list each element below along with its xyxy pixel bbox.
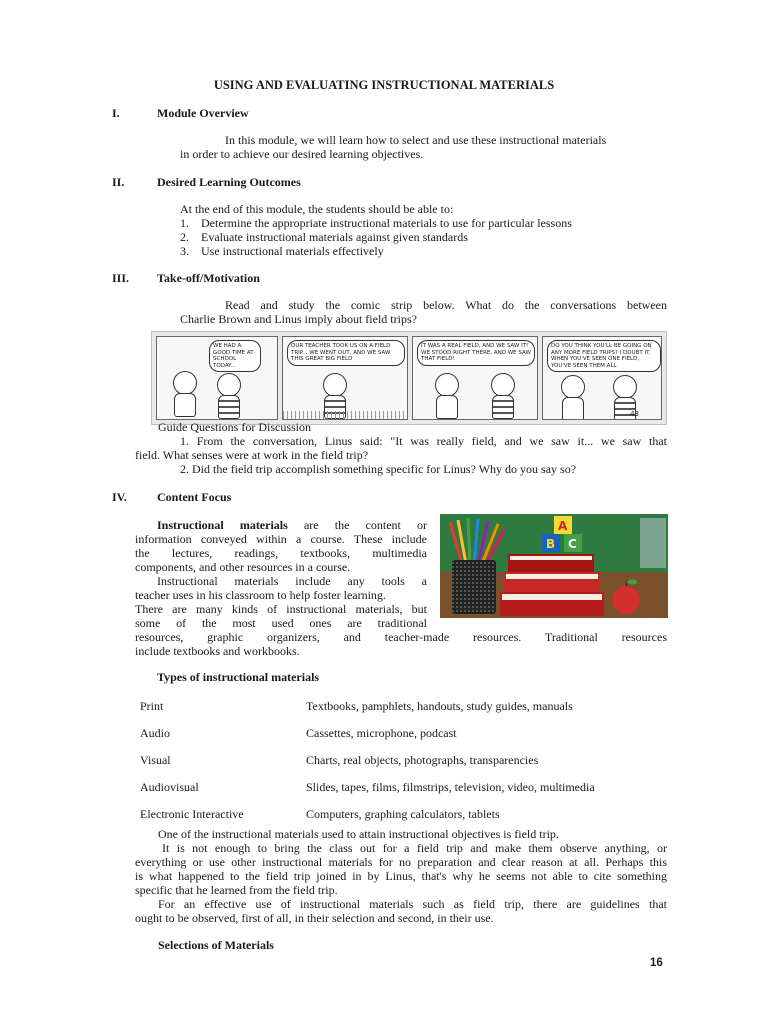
section-heading-content-focus: Content Focus [157, 490, 232, 504]
paragraph-line: ought to be observed, first of all, in their selection and second, in their use. [135, 911, 494, 925]
outcomes-intro: At the end of this module, the students should be able to: [180, 202, 454, 216]
character-body [436, 395, 458, 419]
paragraph-line: in order to achieve our desired learning objectives. [180, 147, 424, 161]
books-pencils-apple-illustration [440, 514, 668, 618]
character-body [174, 393, 196, 417]
speech-bubble: DO YOU THINK YOU'LL BE GOING ON ANY MORE FIELD TRIPS? I DOUBT IT. WHEN YOU'VE SEEN ONE FIELD, YOU'VE SEEN THEM ALL [547, 340, 661, 372]
list-item-number: 1. [180, 216, 189, 230]
section-heading-motivation: Take-off/Motivation [157, 271, 260, 285]
guide-question-1-cont: field. What senses were at work in the field trip? [135, 448, 369, 462]
term-instructional-materials: Instructional materials [157, 518, 288, 532]
type-examples: Charts, real objects, photographs, transparencies [306, 753, 539, 767]
paragraph-line: For an effective use of instructional materials such as field trip, there are guidelines that [158, 897, 667, 911]
paragraph-line: One of the instructional materials used to attain instructional objectives is field trip. [158, 827, 559, 841]
type-category: Electronic Interactive [140, 807, 244, 821]
list-item: Use instructional materials effectively [201, 244, 384, 258]
character-head [173, 371, 197, 395]
paragraph-line: There are many kinds of instructional materials, but [135, 602, 427, 616]
page-number: 16 [650, 957, 663, 969]
globe-shape [640, 518, 666, 568]
strip-number: 43 [630, 410, 639, 418]
paragraph-line: specific that he learned from the field trip. [135, 883, 338, 897]
character-head [613, 375, 637, 399]
page-title: USING AND EVALUATING INSTRUCTIONAL MATERIALS [213, 78, 555, 92]
character-body [218, 395, 240, 419]
guide-question-1: 1. From the conversation, Linus said: "It was really field, and we saw it... we saw that [180, 434, 667, 448]
paragraph-line: information conveyed within a course. These include [135, 532, 427, 546]
type-category: Audiovisual [140, 780, 199, 794]
paragraph-line [135, 518, 427, 532]
list-item-number: 2. [180, 230, 189, 244]
section-heading-learning-outcomes: Desired Learning Outcomes [157, 175, 301, 189]
classroom-photo [440, 514, 668, 618]
speech-bubble: WE HAD A GOOD TIME AT SCHOOL TODAY... [209, 340, 261, 372]
block-letter: B [546, 537, 556, 551]
section-number-3: III. [112, 271, 130, 285]
comic-panel [412, 336, 538, 420]
paragraph-text: are the content or [287, 518, 428, 532]
list-item: Determine the appropriate instructional materials to use for particular lessons [201, 216, 572, 230]
paragraph-line: the lectures, readings, textbooks, multimedia [135, 546, 427, 560]
type-examples: Cassettes, microphone, podcast [306, 726, 457, 740]
paragraph-line: everything or use other instructional materials for no preparation and clear reason at all. Perhaps this [135, 855, 667, 869]
fence-grass [283, 411, 407, 419]
character-body [562, 397, 584, 420]
paragraph-line: Read and study the comic strip below. What do the conversations between [225, 298, 667, 312]
type-examples: Computers, graphing calculators, tablets [306, 807, 500, 821]
guide-question-2: 2. Did the field trip accomplish something specific for Linus? Why do you say so? [180, 462, 577, 476]
book-stack [500, 554, 604, 616]
paragraph-line: In this module, we will learn how to select and use these instructional materials [225, 133, 607, 147]
paragraph-line: Charlie Brown and Linus imply about field trips? [180, 312, 417, 326]
paragraph-line: some of the most used ones are traditional [135, 616, 427, 630]
type-examples: Slides, tapes, films, filmstrips, television, video, multimedia [306, 780, 595, 794]
paragraph-line: Instructional materials include any tools a [157, 574, 427, 588]
speech-bubble: OUR TEACHER TOOK US ON A FIELD TRIP... WE WENT OUT, AND WE SAW THIS GREAT BIG FIELD [287, 340, 405, 366]
paragraph-line: resources, graphic organizers, and teacher-made resources. Traditional resources [135, 630, 667, 644]
section-heading-module-overview: Module Overview [157, 106, 249, 120]
guide-questions-title: Guide Questions for Discussion [158, 420, 311, 434]
paragraph-line: components, and other resources in a course. [135, 560, 351, 574]
type-category: Visual [140, 753, 171, 767]
subheading-selections: Selections of Materials [158, 938, 274, 952]
character-head [217, 373, 241, 397]
comic-panel [156, 336, 278, 420]
type-examples: Textbooks, pamphlets, handouts, study guides, manuals [306, 699, 573, 713]
section-number-2: II. [112, 175, 125, 189]
speech-bubble: IT WAS A REAL FIELD, AND WE SAW IT! WE STOOD RIGHT THERE, AND WE SAW THAT FIELD! [417, 340, 535, 366]
comic-strip [151, 331, 667, 425]
character-head [323, 373, 347, 397]
character-body [492, 395, 514, 419]
comic-panel [542, 336, 662, 420]
paragraph-line: It is not enough to bring the class out for a field trip and make them observe anything, or [162, 841, 667, 855]
section-number-4: IV. [112, 490, 127, 504]
block-letter: A [558, 519, 568, 533]
list-item: Evaluate instructional materials against given standards [201, 230, 468, 244]
block-letter: C [568, 537, 577, 551]
paragraph-line: is what happened to the field trip joined in by Linus, that's why he seems not able to cite something [135, 869, 667, 883]
character-head [491, 373, 515, 397]
types-heading: Types of instructional materials [157, 670, 320, 684]
paragraph-line: teacher uses in his classroom to help foster learning. [135, 588, 386, 602]
comic-panel [282, 336, 408, 420]
type-category: Print [140, 699, 164, 713]
character-head [435, 373, 459, 397]
character-head [561, 375, 585, 399]
type-category: Audio [140, 726, 170, 740]
section-number-1: I. [112, 106, 120, 120]
paragraph-line: include textbooks and workbooks. [135, 644, 300, 658]
list-item-number: 3. [180, 244, 189, 258]
